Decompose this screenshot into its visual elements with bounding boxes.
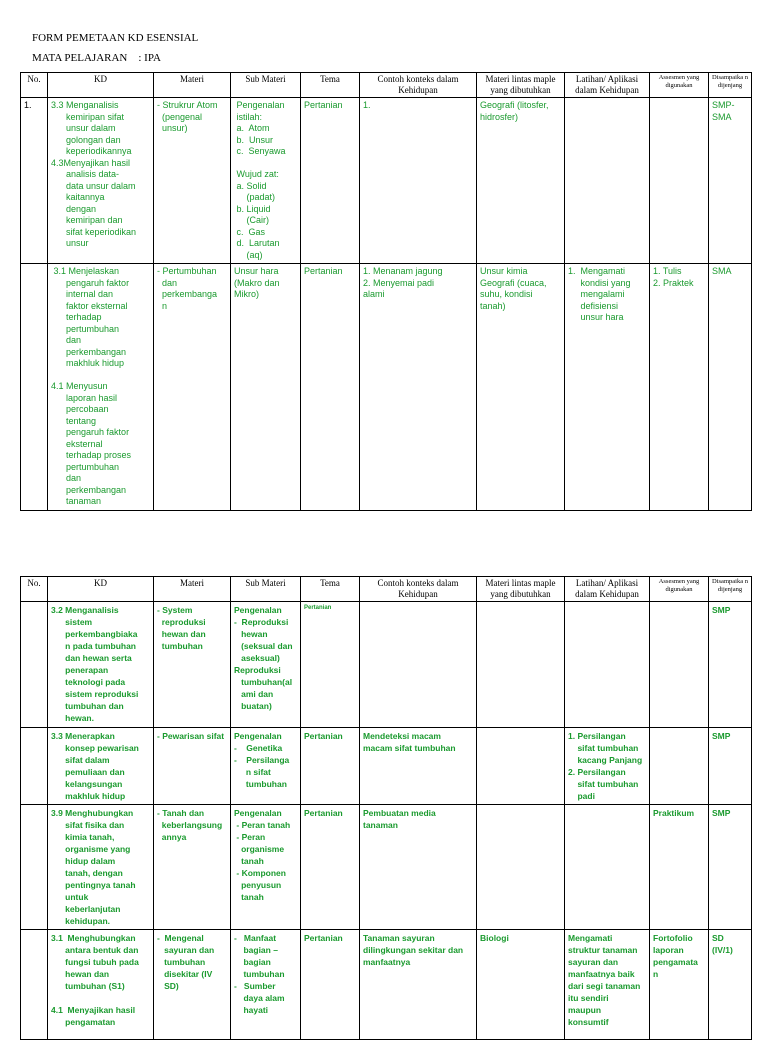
form-title: FORM PEMETAAN KD ESENSIAL bbox=[32, 32, 199, 44]
cell-contoh bbox=[360, 728, 477, 805]
table-row bbox=[21, 602, 752, 728]
cell-contoh-text: Pembuatan media tanaman bbox=[363, 808, 436, 830]
mapping-table-2 bbox=[20, 576, 752, 1040]
header-kd: KD bbox=[48, 577, 154, 602]
cell-kd bbox=[48, 805, 154, 930]
cell-lintas bbox=[477, 264, 565, 511]
cell-latihan bbox=[565, 264, 650, 511]
cell-lintas-text: Biologi bbox=[480, 933, 509, 943]
cell-asesmen bbox=[650, 602, 709, 728]
cell-no-text: 1. bbox=[24, 100, 32, 110]
cell-disampaikan bbox=[709, 602, 752, 728]
cell-lintas bbox=[477, 98, 565, 264]
cell-sub-materi bbox=[231, 805, 301, 930]
cell-disampaikan bbox=[709, 805, 752, 930]
table-row bbox=[21, 728, 752, 805]
cell-disampaikan-text: SMP- SMA bbox=[712, 100, 735, 122]
cell-kd-text: 3.9 Menghubungkan sifat fisika dan kimia tanah, organisme yang hidup dalam tanah, dengan pentingnya tanah untuk keberlanjutan kehidupan. bbox=[51, 808, 136, 926]
cell-disampaikan-text: SD (IV/1) bbox=[712, 933, 733, 955]
cell-tema bbox=[301, 728, 360, 805]
cell-sub-materi bbox=[231, 728, 301, 805]
header-latihan: Latihan/ Aplikasi dalam Kehidupan bbox=[565, 577, 650, 602]
cell-asesmen bbox=[650, 98, 709, 264]
cell-disampaikan bbox=[709, 264, 752, 511]
cell-latihan bbox=[565, 930, 650, 1040]
cell-asesmen-text: 1. Tulis 2. Praktek bbox=[653, 266, 694, 288]
header-lintas: Materi lintas maple yang dibutuhkan bbox=[477, 577, 565, 602]
header-disampaikan: Disampaika n dijenjang bbox=[709, 577, 752, 602]
cell-tema-text: Pertanian bbox=[304, 266, 343, 276]
cell-asesmen bbox=[650, 264, 709, 511]
cell-latihan bbox=[565, 728, 650, 805]
cell-asesmen bbox=[650, 930, 709, 1040]
cell-latihan-text: 1. Persilangan sifat tumbuhan kacang Panjang 2. Persilangan sifat tumbuhan padi bbox=[568, 731, 643, 801]
cell-disampaikan-text: SMP bbox=[712, 808, 731, 818]
cell-no bbox=[21, 805, 48, 930]
cell-latihan-text: Mengamati struktur tanaman sayuran dan manfaatnya baik dari segi tanaman itu sendiri maupun konsumtif bbox=[568, 933, 641, 1027]
cell-disampaikan bbox=[709, 98, 752, 264]
header-materi: Materi bbox=[154, 73, 231, 98]
cell-materi-text: - Pewarisan sifat bbox=[157, 731, 225, 741]
cell-kd bbox=[48, 98, 154, 264]
cell-kd-text: 3.1 Menghubungkan antara bentuk dan fungsi tubuh pada hewan dan tumbuhan (S1) 4.1 Menyajikan hasil pengamatan bbox=[51, 933, 139, 1027]
cell-materi-text: - System reproduksi hewan dan tumbuhan bbox=[157, 605, 206, 651]
cell-tema-text: Pertanian bbox=[304, 731, 343, 741]
cell-contoh bbox=[360, 264, 477, 511]
cell-tema bbox=[301, 264, 360, 511]
cell-tema bbox=[301, 98, 360, 264]
cell-tema-text: Pertanian bbox=[304, 100, 343, 110]
header-contoh: Contoh konteks dalam Kehidupan bbox=[360, 73, 477, 98]
cell-contoh bbox=[360, 602, 477, 728]
cell-tema bbox=[301, 602, 360, 728]
cell-materi bbox=[154, 930, 231, 1040]
cell-asesmen-text: Fortofolio laporan pengamata n bbox=[653, 933, 698, 979]
cell-sub-materi bbox=[231, 98, 301, 264]
header-asesmen: Assesmen yang digunakan bbox=[650, 73, 709, 98]
cell-tema bbox=[301, 930, 360, 1040]
table-row bbox=[21, 805, 752, 930]
cell-latihan bbox=[565, 805, 650, 930]
table-row bbox=[21, 98, 752, 264]
cell-contoh-text: 1. bbox=[363, 100, 371, 110]
cell-contoh-text: Tanaman sayuran dilingkungan sekitar dan manfaatnya bbox=[363, 933, 464, 967]
cell-no bbox=[21, 264, 48, 511]
cell-no bbox=[21, 728, 48, 805]
cell-sub-materi bbox=[231, 264, 301, 511]
cell-sub-materi bbox=[231, 930, 301, 1040]
cell-lintas bbox=[477, 728, 565, 805]
header-no: No. bbox=[21, 73, 48, 98]
cell-lintas-text: Unsur kimia Geografi (cuaca, suhu, kondisi tanah) bbox=[480, 266, 547, 311]
cell-no bbox=[21, 98, 48, 264]
cell-kd bbox=[48, 728, 154, 805]
cell-disampaikan bbox=[709, 728, 752, 805]
cell-sub-materi-text: - Manfaat bagian – bagian tumbuhan - Sumber daya alam hayati bbox=[234, 933, 285, 1015]
header-lintas: Materi lintas maple yang dibutuhkan bbox=[477, 73, 565, 98]
header-no: No. bbox=[21, 577, 48, 602]
cell-lintas bbox=[477, 805, 565, 930]
table-row bbox=[21, 930, 752, 1040]
cell-tema-text: Pertanian bbox=[304, 933, 343, 943]
header-materi: Materi bbox=[154, 577, 231, 602]
cell-latihan-text: 1. Mengamati kondisi yang mengalami defisiensi unsur hara bbox=[568, 266, 631, 322]
cell-lintas-text: Geografi (litosfer, hidrosfer) bbox=[480, 100, 549, 122]
cell-no bbox=[21, 930, 48, 1040]
cell-contoh-text: Mendeteksi macam macam sifat tumbuhan bbox=[363, 731, 456, 753]
header-kd: KD bbox=[48, 73, 154, 98]
cell-no bbox=[21, 602, 48, 728]
cell-materi-text: - Tanah dan keberlangsung annya bbox=[157, 808, 223, 842]
mapping-table-1 bbox=[20, 72, 752, 511]
table-row bbox=[21, 264, 752, 511]
cell-materi bbox=[154, 602, 231, 728]
cell-kd-text: 3.3 Menganalisis kemiripan sifat unsur dalam golongan dan keperiodikannya 4.3Menyajikan hasil analisis data- data unsur dalam kaitannya dengan kemiripan dan sifat keperiodikan unsur bbox=[51, 100, 137, 248]
cell-sub-materi-text: Pengenalan - Reproduksi hewan (seksual dan aseksual) Reproduksi tumbuhan(al ami dan buatan) bbox=[234, 605, 293, 711]
cell-asesmen bbox=[650, 728, 709, 805]
header-asesmen: Assesmen yang digunakan bbox=[650, 577, 709, 602]
cell-disampaikan-text: SMP bbox=[712, 605, 731, 615]
cell-sub-materi-text: Unsur hara (Makro dan Mikro) bbox=[234, 266, 280, 299]
header-tema: Tema bbox=[301, 73, 360, 98]
cell-kd bbox=[48, 930, 154, 1040]
header-tema: Tema bbox=[301, 577, 360, 602]
cell-materi bbox=[154, 728, 231, 805]
cell-materi-text: - Pertumbuhan dan perkembanga n bbox=[157, 266, 218, 311]
cell-sub-materi-text: Pengenalan - Peran tanah - Peran organisme tanah - Komponen penyusun tanah bbox=[234, 808, 291, 902]
cell-materi bbox=[154, 98, 231, 264]
table-header-row bbox=[21, 577, 752, 602]
cell-materi-text: - Mengenal sayuran dan tumbuhan disekitar (IV SD) bbox=[157, 933, 215, 991]
cell-sub-materi bbox=[231, 602, 301, 728]
table-header-row bbox=[21, 73, 752, 98]
cell-disampaikan-text: SMP bbox=[712, 731, 731, 741]
cell-kd bbox=[48, 602, 154, 728]
cell-contoh bbox=[360, 805, 477, 930]
header-latihan: Latihan/ Aplikasi dalam Kehidupan bbox=[565, 73, 650, 98]
cell-latihan bbox=[565, 98, 650, 264]
cell-disampaikan-text: SMA bbox=[712, 266, 732, 276]
cell-materi bbox=[154, 264, 231, 511]
cell-sub-materi-text: Pengenalan istilah: a. Atom b. Unsur c. Senyawa Wujud zat: a. Solid (padat) b. Liquid (Cair) c. Gas d. Larutan (aq) bbox=[236, 100, 286, 260]
cell-lintas bbox=[477, 602, 565, 728]
cell-contoh-text: 1. Menanam jagung 2. Menyemai padi alami bbox=[363, 266, 443, 299]
cell-tema-text: Pertanian bbox=[304, 605, 332, 611]
cell-asesmen-text: Praktikum bbox=[653, 808, 695, 818]
cell-asesmen bbox=[650, 805, 709, 930]
cell-disampaikan bbox=[709, 930, 752, 1040]
cell-kd bbox=[48, 264, 154, 511]
cell-contoh bbox=[360, 930, 477, 1040]
cell-kd-text: 3.2 Menganalisis sistem perkembangbiaka n pada tumbuhan dan hewan serta penerapan teknologi pada sistem reproduksi tumbuhan dan hewan. bbox=[51, 605, 139, 723]
subject-line: MATA PELAJARAN : IPA bbox=[32, 52, 161, 64]
cell-kd-text: 3.1 Menjelaskan pengaruh faktor internal dan faktor eksternal terhadap pertumbuhan dan perkembangan makhluk hidup 4.1 Menyusun laporan hasil percobaan tentang pengaruh faktor eksternal terhadap proses pertumbuhan dan perkembangan tanaman bbox=[51, 266, 132, 506]
header-sub-materi: Sub Materi bbox=[231, 73, 301, 98]
cell-latihan bbox=[565, 602, 650, 728]
cell-lintas bbox=[477, 930, 565, 1040]
cell-tema bbox=[301, 805, 360, 930]
cell-kd-text: 3.3 Menerapkan konsep pewarisan sifat dalam pemuliaan dan kelangsungan makhluk hidup bbox=[51, 731, 139, 801]
header-disampaikan: Disampaika n dijenjang bbox=[709, 73, 752, 98]
cell-tema-text: Pertanian bbox=[304, 808, 343, 818]
cell-materi-text: - Strukrur Atom (pengenal unsur) bbox=[157, 100, 218, 133]
header-sub-materi: Sub Materi bbox=[231, 577, 301, 602]
header-contoh: Contoh konteks dalam Kehidupan bbox=[360, 577, 477, 602]
cell-sub-materi-text: Pengenalan - Genetika - Persilanga n sifat tumbuhan bbox=[234, 731, 290, 789]
cell-materi bbox=[154, 805, 231, 930]
cell-contoh bbox=[360, 98, 477, 264]
